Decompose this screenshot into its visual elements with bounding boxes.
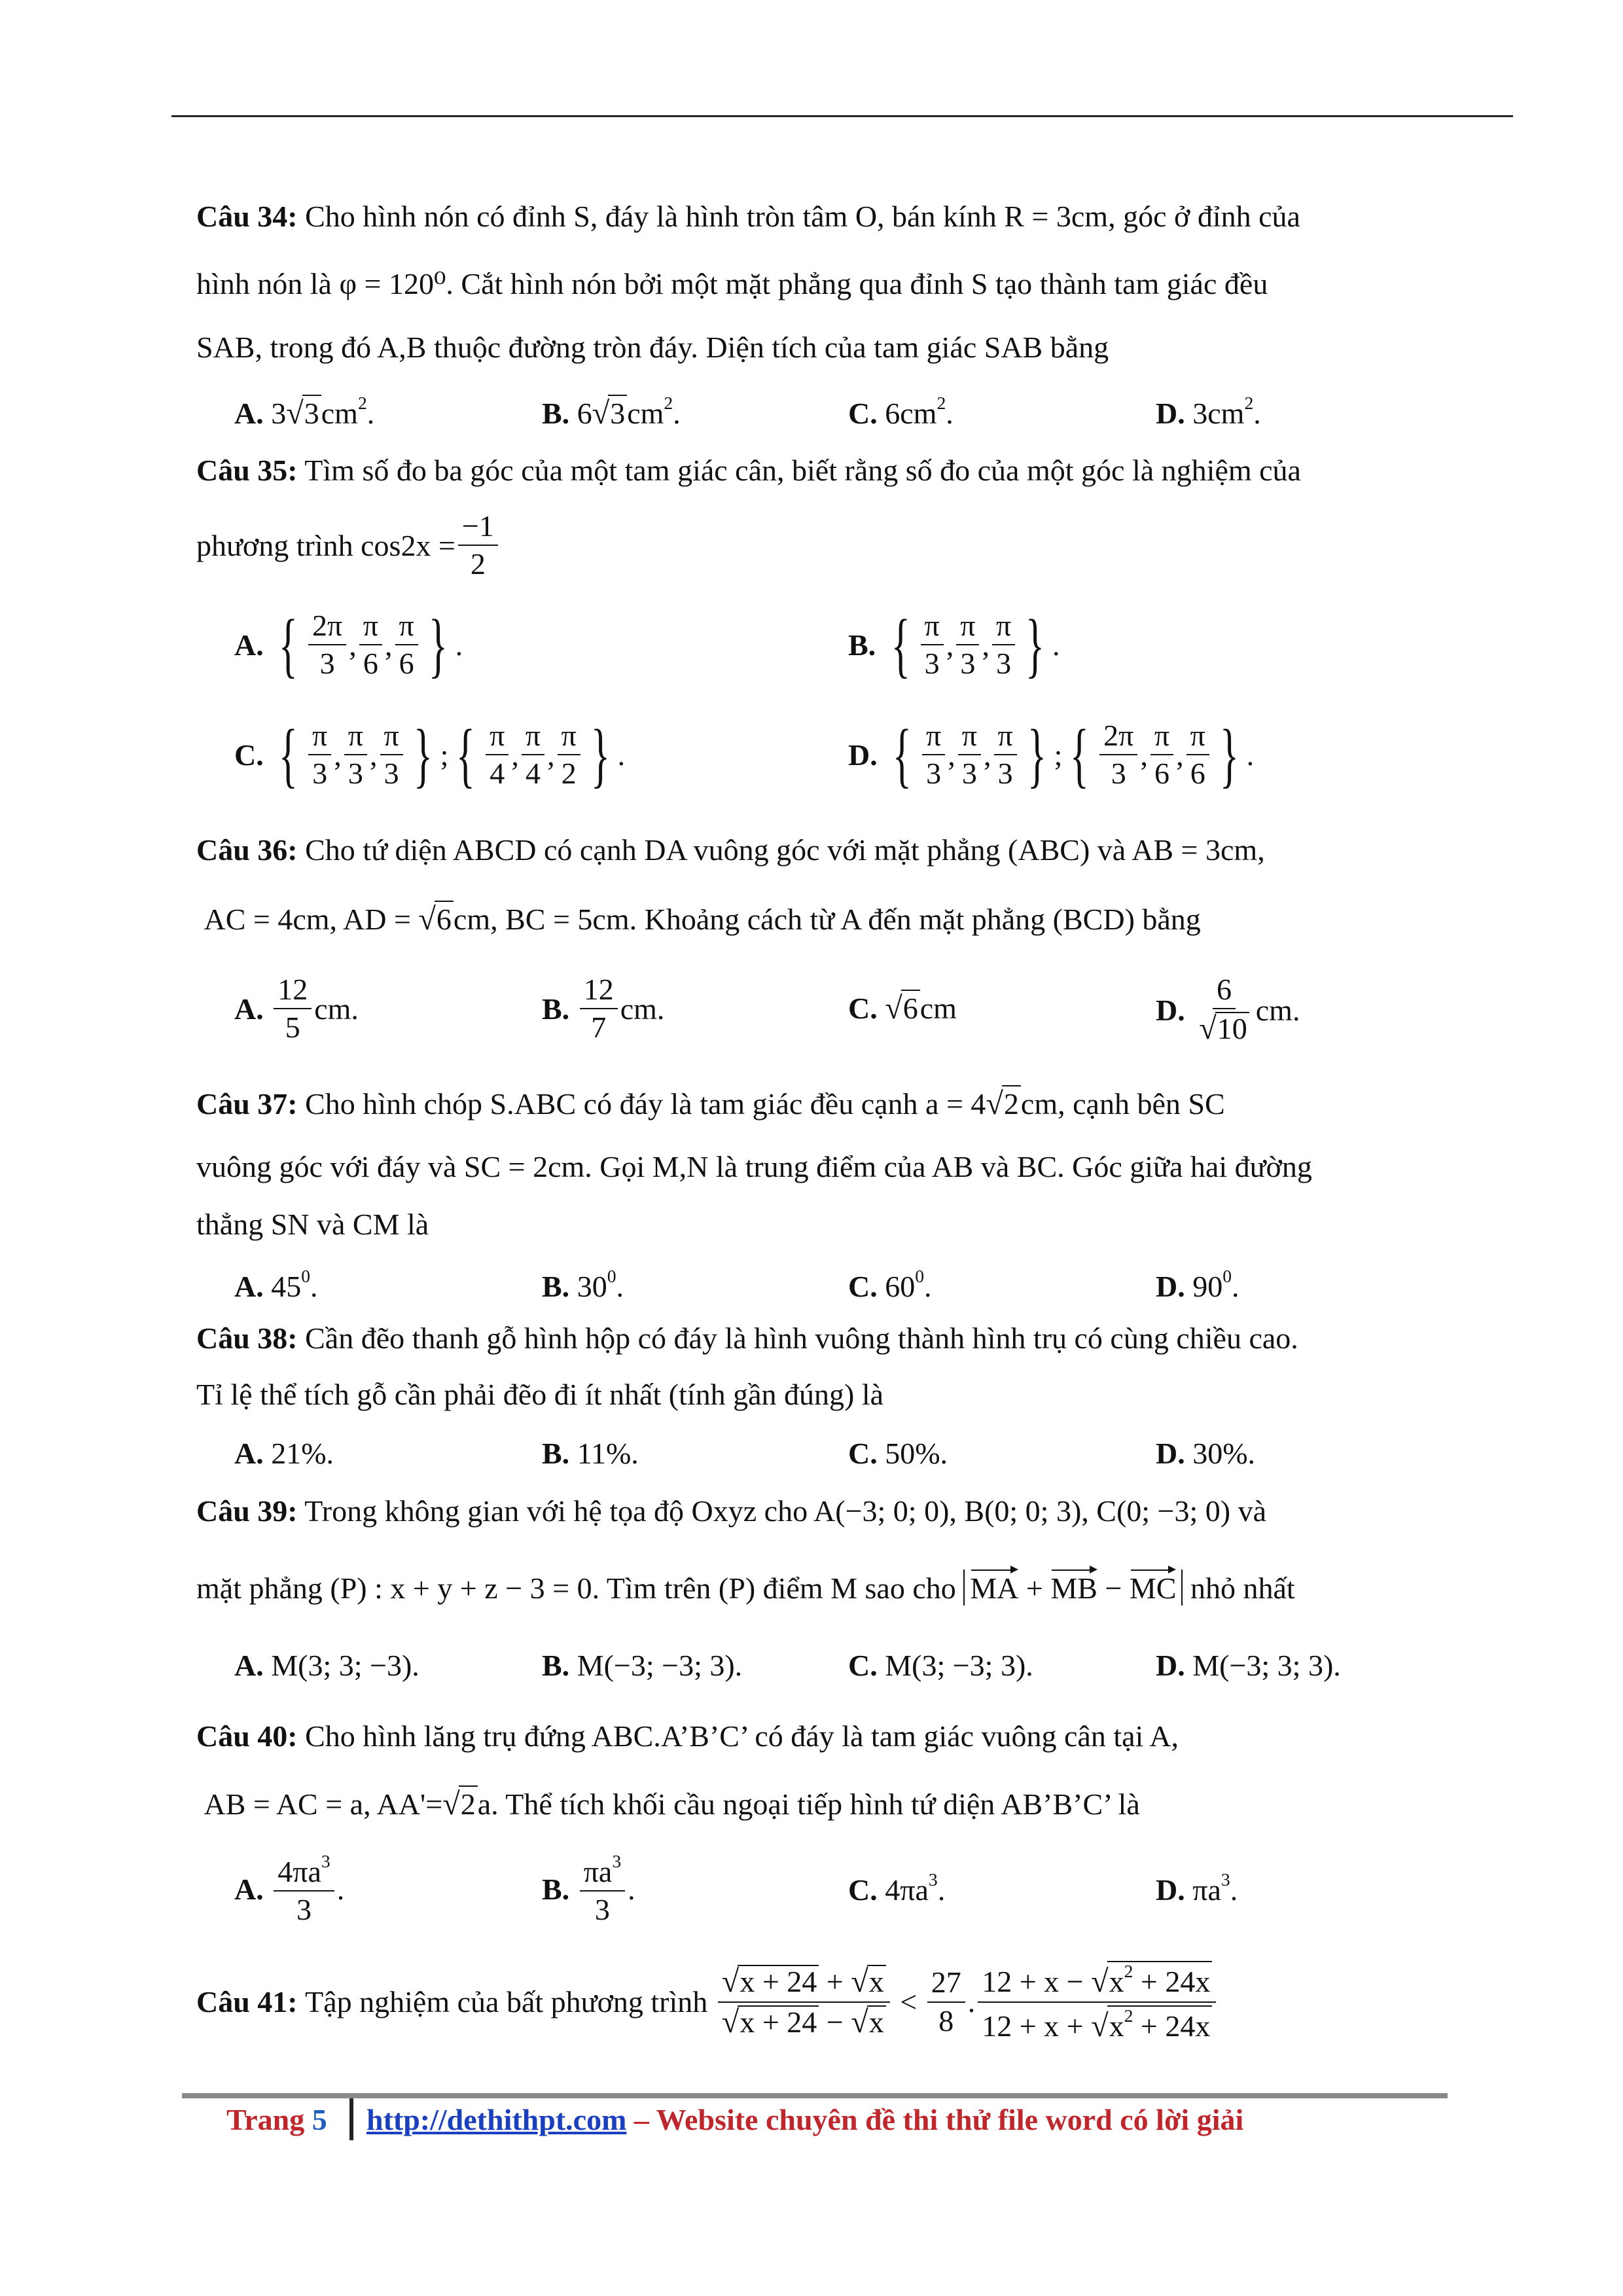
q34-line1: Câu 34: Cho hình nón có đỉnh S, đáy là hình tròn tâm O, bán kính R = 3cm, góc ở đỉnh của xyxy=(196,200,1300,233)
q38-option-c[interactable]: C. 50%. xyxy=(848,1437,948,1470)
q37-option-a[interactable]: A. $45^0$. xyxy=(234,1266,318,1304)
q40-line2: AB = AC = a, AA'=√2a. Thể tích khối cầu ngoại tiếp hình tứ diện AB’B’C’ là xyxy=(204,1787,1140,1821)
q41-rhs-fraction: $\frac{12 + x - √x^2 + 24x}{12 + x + √x^2 + 24x}$ xyxy=(978,1961,1216,2043)
q38-option-a[interactable]: A. 21%. xyxy=(234,1437,334,1470)
q39-option-c[interactable]: C. M(3; −3; 3). xyxy=(848,1649,1033,1682)
q37-line3: thẳng SN và CM là xyxy=(196,1208,429,1241)
website-link[interactable]: http://dethithpt.com xyxy=(366,2103,627,2136)
q34-line2: hình nón là φ = 120⁰. Cắt hình nón bởi một mặt phẳng qua đỉnh S tạo thành tam giác đều xyxy=(196,267,1268,300)
q40-option-c[interactable]: C. $4\pi a^3$. xyxy=(848,1869,946,1907)
q36-option-a[interactable]: A. $\frac{12}{5}$ cm. xyxy=(234,973,359,1045)
q41-lhs-fraction: $\frac{√x + 24 + √x}{√x + 24 - √x}$ xyxy=(718,1965,890,2039)
q39-option-b[interactable]: B. M(−3; −3; 3). xyxy=(542,1649,743,1682)
q35-line1: Câu 35: Tìm số đo ba góc của một tam giác cân, biết rằng số đo của một góc là nghiệm của xyxy=(196,454,1301,487)
footer-rule xyxy=(182,2093,1448,2098)
q36-line1: Câu 36: Cho tứ diện ABCD có cạnh DA vuông góc với mặt phẳng (ABC) và AB = 3cm, xyxy=(196,833,1265,867)
header-rule xyxy=(171,115,1513,117)
q35-line2: phương trình cos2x = $\frac{-1}{2}$ xyxy=(196,511,501,581)
q38-line1: Câu 38: Cần đẽo thanh gỗ hình hộp có đáy là hình vuông thành hình trụ có cùng chiều cao. xyxy=(196,1321,1298,1355)
q34-line3: SAB, trong đó A,B thuộc đường tròn đáy. Diện tích của tam giác SAB bằng xyxy=(196,331,1109,364)
q39-line1: Câu 39: Trong không gian với hệ tọa độ Oxyz cho A(−3; 0; 0), B(0; 0; 3), C(0; −3; 0) và xyxy=(196,1494,1267,1528)
q40-line1: Câu 40: Cho hình lăng trụ đứng ABC.A’B’C’ có đáy là tam giác vuông cân tại A, xyxy=(196,1719,1179,1753)
page-number: Trang 5 xyxy=(226,2103,327,2136)
q36-option-c[interactable]: C. √6cm xyxy=(848,991,957,1026)
q37-line1: Câu 37: Cho hình chóp S.ABC có đáy là tam giác đều cạnh a = 4√2cm, cạnh bên SC xyxy=(196,1086,1225,1121)
q36-line2: AC = 4cm, AD = √6cm, BC = 5cm. Khoảng cách từ A đến mặt phẳng (BCD) bằng xyxy=(204,902,1201,937)
q34-option-b[interactable]: B. $6√3cm^2$. xyxy=(542,393,681,431)
q37-option-b[interactable]: B. $30^0$. xyxy=(542,1266,624,1304)
q39-line2: mặt phẳng (P) : x + y + z − 3 = 0. Tìm trên (P) điểm M sao cho MA + MB − MC nhỏ nhất xyxy=(196,1570,1295,1605)
q35-option-d[interactable]: D. { $\frac{\pi}{3}$ , $\frac{\pi}{3}$ , $\frac{\pi}{3}$ } ; { $\frac{2\pi}{3}$ , $\frac{\pi}{6}$ , $\frac{\pi}{6}$ } . xyxy=(848,715,1255,795)
q34-label: Câu 34: xyxy=(196,200,298,233)
q40-option-b[interactable]: B. $\frac{\pi a^3}{3}$ . xyxy=(542,1851,635,1927)
footer-text: http://dethithpt.com – Website chuyên đề thi thử file word có lời giải xyxy=(366,2103,1244,2136)
q34-option-c[interactable]: C. $6cm^2$. xyxy=(848,393,954,431)
vector-sum-magnitude: MA + MB − MC xyxy=(963,1570,1183,1605)
q34-option-a[interactable]: A. $3√3cm^2$. xyxy=(234,393,375,431)
q36-option-d[interactable]: D. $\frac{6}{√10}$ cm. xyxy=(1156,973,1300,1047)
q39-option-a[interactable]: A. M(3; 3; −3). xyxy=(234,1649,419,1682)
q37-option-d[interactable]: D. $90^0$. xyxy=(1156,1266,1240,1304)
q38-option-b[interactable]: B. 11%. xyxy=(542,1437,639,1470)
q37-line2: vuông góc với đáy và SC = 2cm. Gọi M,N là trung điểm của AB và BC. Góc giữa hai đường xyxy=(196,1150,1312,1183)
q41-line: Câu 41: Tập nghiệm của bất phương trình $\frac{√x + 24 + √x}{√x + 24 - √x}$ < $\frac{27}{8}$ . $\frac{12 + x - √x^2 + 24x}{12 + x + √x^2 + 24x}$ xyxy=(196,1961,1219,2043)
q36-option-b[interactable]: B. $\frac{12}{7}$ cm. xyxy=(542,973,665,1045)
q39-option-d[interactable]: D. M(−3; 3; 3). xyxy=(1156,1649,1341,1682)
q38-line2: Tỉ lệ thể tích gỗ cần phải đẽo đi ít nhất (tính gần đúng) là xyxy=(196,1378,884,1411)
q34-option-d[interactable]: D. $3cm^2$. xyxy=(1156,393,1261,431)
q35-option-b[interactable]: B. { $\frac{\pi}{3}$ , $\frac{\pi}{3}$ , $\frac{\pi}{3}$ } . xyxy=(848,605,1060,685)
footer-separator xyxy=(349,2098,353,2140)
q40-option-a[interactable]: A. $\frac{4\pi a^3}{3}$ . xyxy=(234,1851,345,1927)
q35-option-c[interactable]: C. { $\frac{\pi}{3}$ , $\frac{\pi}{3}$ , $\frac{\pi}{3}$ } ; { $\frac{\pi}{4}$ , $\frac{\pi}{4}$ , $\frac{\pi}{2}$ } . xyxy=(234,715,626,795)
q38-option-d[interactable]: D. 30%. xyxy=(1156,1437,1256,1470)
q37-option-c[interactable]: C. $60^0$. xyxy=(848,1266,932,1304)
q40-option-d[interactable]: D. $\pi a^3$. xyxy=(1156,1869,1238,1907)
q35-option-a[interactable]: A. { $\frac{2\pi}{3}$ , $\frac{\pi}{6}$ , $\frac{\pi}{6}$ } . xyxy=(234,605,463,685)
